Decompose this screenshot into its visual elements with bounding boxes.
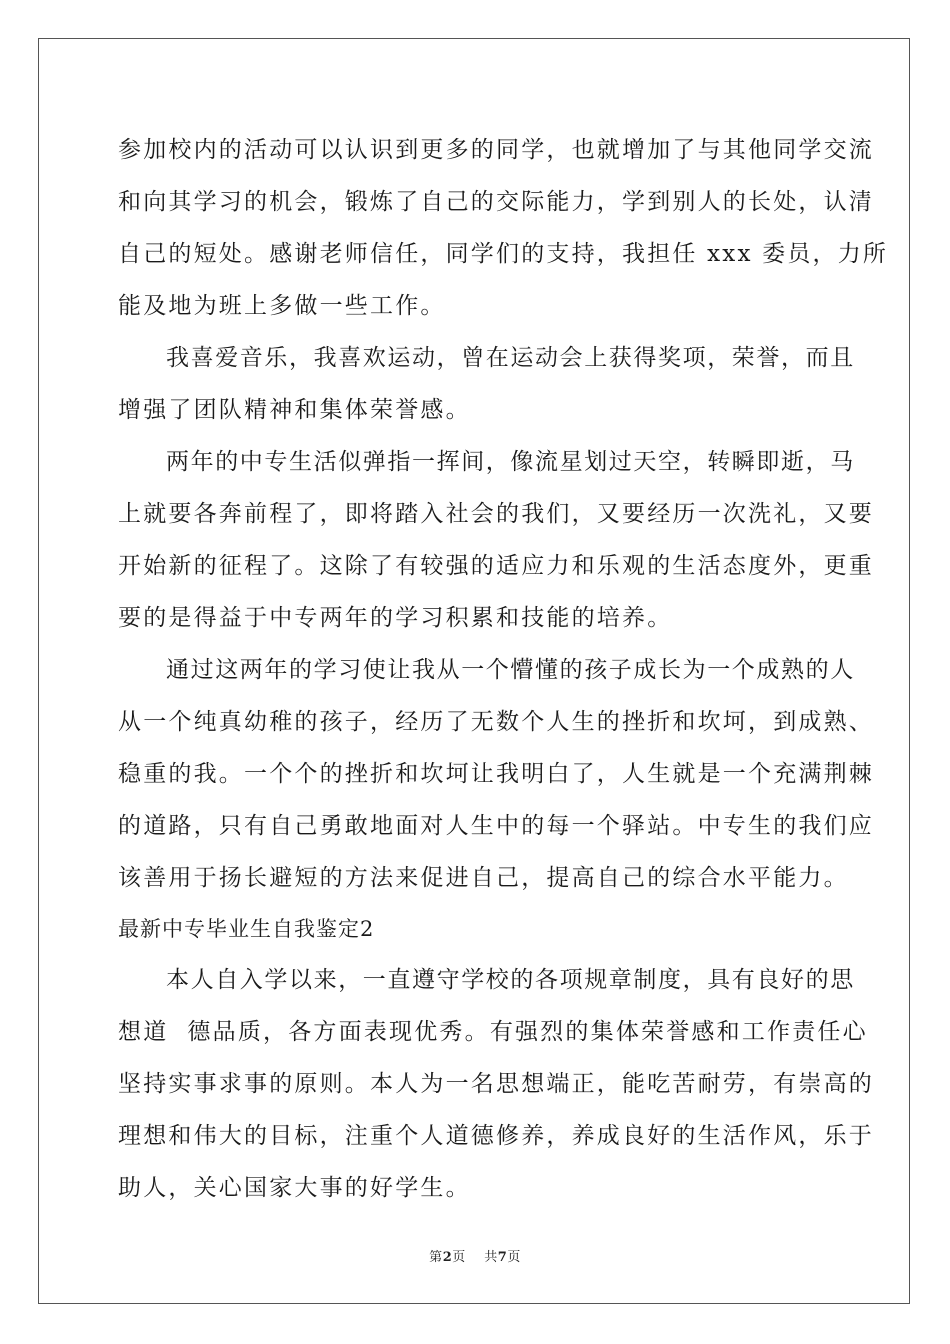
paragraph-4 bbox=[118, 644, 874, 904]
paragraph-5 bbox=[118, 954, 874, 1214]
text-line: 想道 德品质，各方面表现优秀。有强烈的集体荣誉感和工作责任心 bbox=[118, 1019, 868, 1045]
paragraph-1 bbox=[118, 124, 889, 332]
text-line: 要的是得益于中专两年的学习积累和技能的培养。 bbox=[118, 605, 673, 631]
text-line: 上就要各奔前程了，即将踏入社会的我们，又要经历一次洗礼，又要 bbox=[118, 501, 874, 527]
text-line: 的道路，只有自己勇敢地面对人生中的每一个驿站。中专生的我们应 bbox=[118, 813, 874, 839]
document-body bbox=[118, 124, 889, 1214]
footer-suffix: 页 bbox=[507, 1250, 521, 1265]
page-footer bbox=[0, 1246, 950, 1265]
text-line: 通过这两年的学习使让我从一个懵懂的孩子成长为一个成熟的人 bbox=[166, 657, 855, 683]
text-line: 能及地为班上多做一些工作。 bbox=[118, 293, 446, 319]
paragraph-3 bbox=[118, 436, 874, 644]
section-heading: 最新中专毕业生自我鉴定2 bbox=[118, 917, 375, 941]
total-pages-number: 7 bbox=[497, 1250, 508, 1265]
text-line: 和向其学习的机会，锻炼了自己的交际能力，学到别人的长处，认清 bbox=[118, 189, 874, 215]
text-line: 参加校内的活动可以认识到更多的同学，也就增加了与其他同学交流 bbox=[118, 137, 874, 163]
paragraph-2 bbox=[118, 332, 855, 436]
text-line: 我喜爱音乐，我喜欢运动，曾在运动会上获得奖项，荣誉，而且 bbox=[166, 345, 855, 371]
text-line: 坚持实事求事的原则。本人为一名思想端正，能吃苦耐劳，有崇高的 bbox=[118, 1071, 874, 1097]
text-line: 两年的中专生活似弹指一挥间，像流星划过天空，转瞬即逝，马 bbox=[166, 449, 855, 475]
text-line: 稳重的我。一个个的挫折和坎坷让我明白了，人生就是一个充满荆棘 bbox=[118, 761, 874, 787]
text-line: 助人，关心国家大事的好学生。 bbox=[118, 1175, 471, 1201]
text-line: 本人自入学以来，一直遵守学校的各项规章制度，具有良好的思 bbox=[166, 967, 855, 993]
footer-prefix: 第 bbox=[429, 1250, 443, 1265]
text-line: 自己的短处。感谢老师信任，同学们的支持，我担任 xxx 委员，力所 bbox=[118, 241, 889, 267]
text-line: 增强了团队精神和集体荣誉感。 bbox=[118, 397, 471, 423]
text-line: 从一个纯真幼稚的孩子，经历了无数个人生的挫折和坎坷，到成熟、 bbox=[118, 709, 874, 735]
current-page-number: 2 bbox=[442, 1250, 453, 1265]
text-line: 开始新的征程了。这除了有较强的适应力和乐观的生活态度外，更重 bbox=[118, 553, 874, 579]
text-line: 理想和伟大的目标，注重个人道德修养，养成良好的生活作风，乐于 bbox=[118, 1123, 874, 1149]
footer-mid: 页 共 bbox=[452, 1250, 498, 1265]
text-line: 该善用于扬长避短的方法来促进自己，提高自己的综合水平能力。 bbox=[118, 865, 849, 891]
